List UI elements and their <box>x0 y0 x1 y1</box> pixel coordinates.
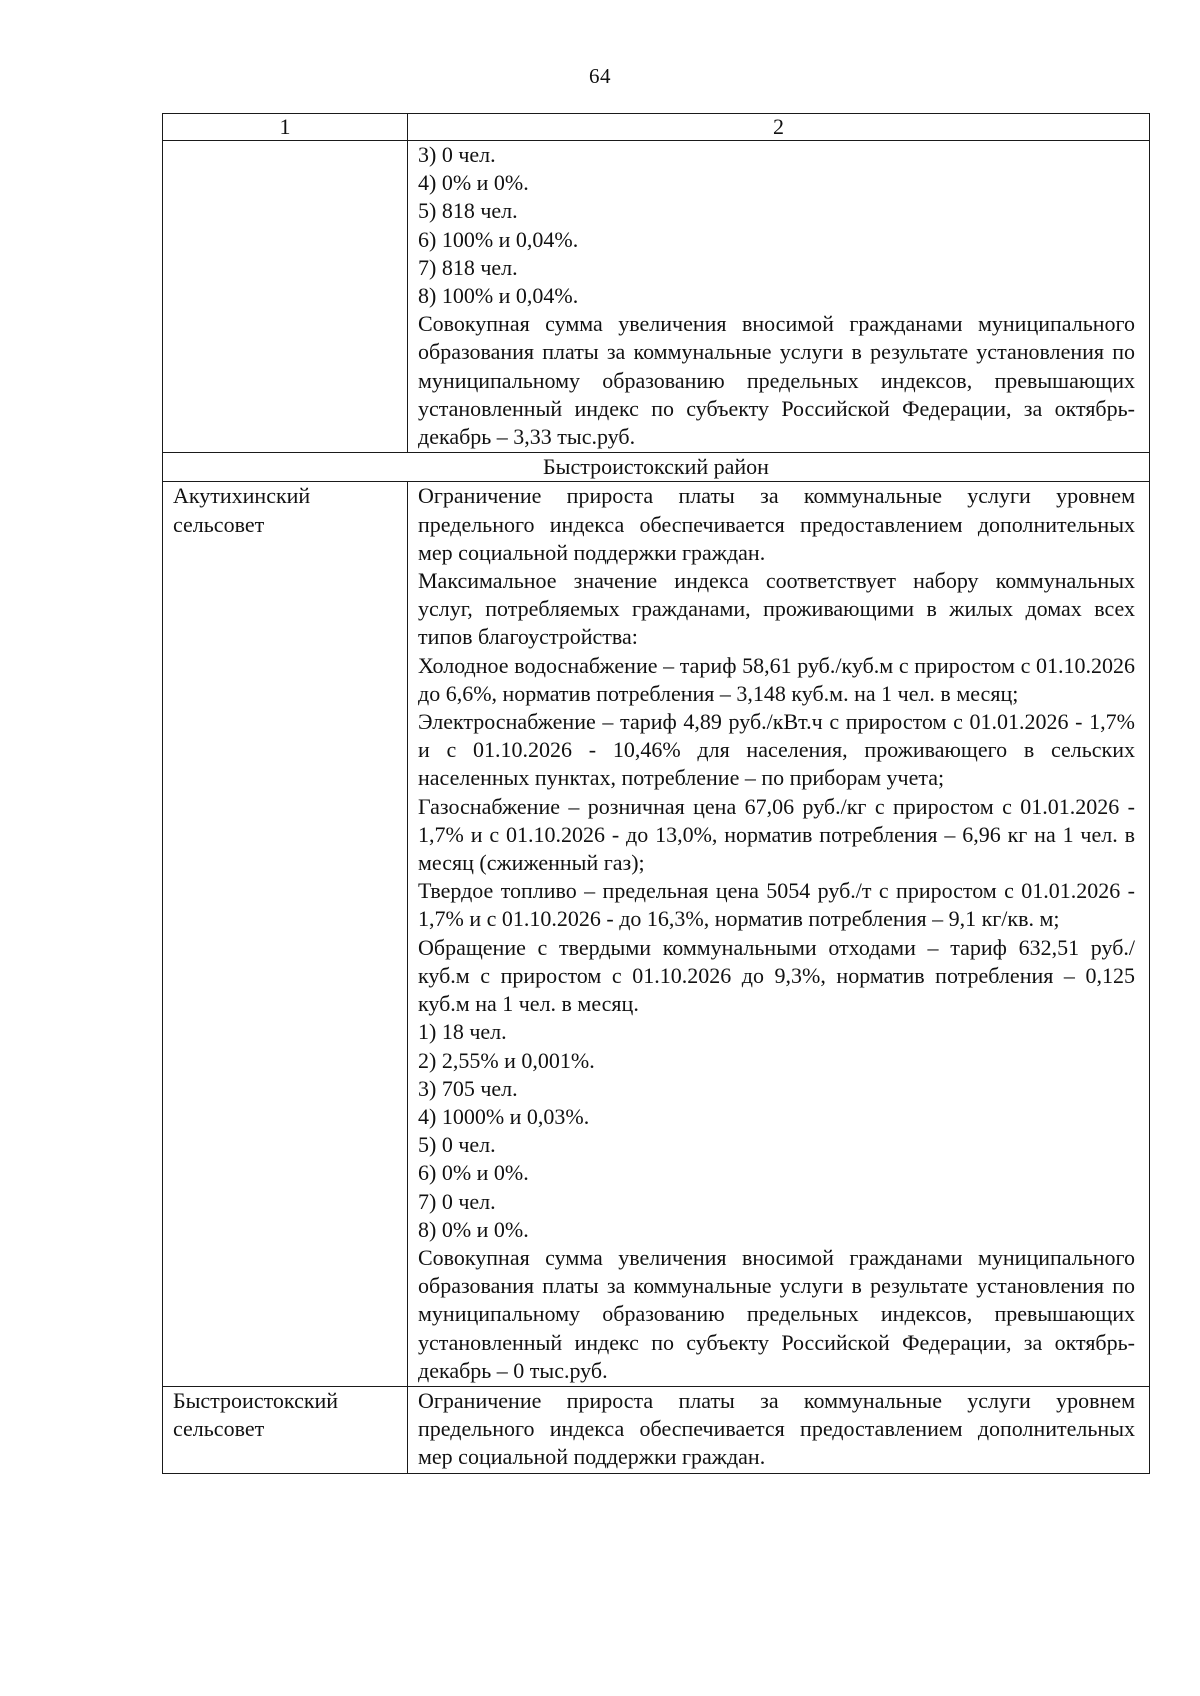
list-item: 6) 0% и 0%. <box>418 1160 529 1186</box>
list-item: 4) 0% и 0%. <box>418 170 529 196</box>
column-number-1: 1 <box>163 114 408 141</box>
list-item: 1) 18 чел. <box>418 1019 507 1045</box>
paragraph: Холодное водоснабжение – тариф 58,61 руб./куб.м с приростом с 01.10.2026 до 6,6%, норматив потребления – 3,148 куб.м. на 1 чел. в месяц; <box>418 652 1135 706</box>
summary-paragraph: Совокупная сумма увеличения вносимой гражданами муниципального образования платы за коммунальные услуги в результате установления по муниципальному образованию предельных индексов, превышающих установленный индекс по субъекту Российской Федерации, за октябрь-декабрь – 3,33 тыс.руб. <box>418 311 1135 450</box>
continuation-row <box>163 141 1150 453</box>
list-item: 7) 0 чел. <box>418 1188 496 1214</box>
continuation-name-cell <box>163 141 408 453</box>
paragraph: Электроснабжение – тариф 4,89 руб./кВт.ч с приростом с 01.01.2026 - 1,7% и с 01.10.2026 - 10,46% для населения, проживающего в сельских населенных пунктах, потребление – по приборам учета; <box>418 709 1135 791</box>
list-item: 6) 100% и 0,04%. <box>418 226 579 252</box>
column-number-2: 2 <box>408 114 1150 141</box>
list-item: 7) 818 чел. <box>418 254 518 280</box>
municipality-name: Акутихинский сельсовет <box>163 482 408 1387</box>
municipality-row <box>163 1386 1150 1473</box>
list-item: 8) 100% и 0,04%. <box>418 283 579 309</box>
paragraph: Обращение с твердыми коммунальными отходами – тариф 632,51 руб./куб.м с приростом с 01.10.2026 до 9,3%, норматив потребления – 0,125 куб.м на 1 чел. в месяц. <box>418 934 1135 1017</box>
municipality-content <box>408 1386 1150 1473</box>
list-item: 3) 0 чел. <box>418 142 496 167</box>
list-item: 8) 0% и 0%. <box>418 1216 529 1242</box>
paragraph: Твердое топливо – предельная цена 5054 руб./т с приростом с 01.01.2026 - 1,7% и с 01.10.2026 - до 16,3%, норматив потребления – 9,1 кг/кв. м; <box>418 878 1135 932</box>
paragraph: Газоснабжение – розничная цена 67,06 руб./кг с приростом с 01.01.2026 - 1,7% и с 01.10.2026 - до 13,0%, норматив потребления – 6,96 кг на 1 чел. в месяц (сжиженный газ); <box>418 793 1135 876</box>
district-heading: Быстроистокский район <box>163 453 1150 482</box>
page-number: 64 <box>589 64 611 88</box>
list-item: 4) 1000% и 0,03%. <box>418 1103 590 1129</box>
municipality-content <box>408 482 1150 1387</box>
paragraph: Ограничение прироста платы за коммунальные услуги уровнем предельного индекса обеспечивается предоставлением дополнительных мер социальной поддержки граждан. <box>418 1387 1135 1470</box>
list-item: 5) 0 чел. <box>418 1132 496 1158</box>
summary-paragraph: Совокупная сумма увеличения вносимой гражданами муниципального образования платы за коммунальные услуги в результате установления по муниципальному образованию предельных индексов, превышающих установленный индекс по субъекту Российской Федерации, за октябрь-декабрь – 0 тыс.руб. <box>418 1244 1135 1383</box>
municipality-row <box>163 482 1150 1387</box>
list-item: 3) 705 чел. <box>418 1075 518 1101</box>
table-header-row <box>163 114 1150 141</box>
municipality-name: Быстроистокский сельсовет <box>163 1386 408 1473</box>
document-table <box>162 113 1150 1474</box>
paragraph: Ограничение прироста платы за коммунальные услуги уровнем предельного индекса обеспечивается предоставлением дополнительных мер социальной поддержки граждан. <box>418 483 1135 565</box>
continuation-content-cell <box>408 141 1150 453</box>
district-row <box>163 453 1150 482</box>
list-item: 2) 2,55% и 0,001%. <box>418 1047 595 1073</box>
paragraph: Максимальное значение индекса соответствует набору коммунальных услуг, потребляемых гражданами, проживающими в жилых домах всех типов благоустройства: <box>418 568 1135 650</box>
list-item: 5) 818 чел. <box>418 198 518 224</box>
